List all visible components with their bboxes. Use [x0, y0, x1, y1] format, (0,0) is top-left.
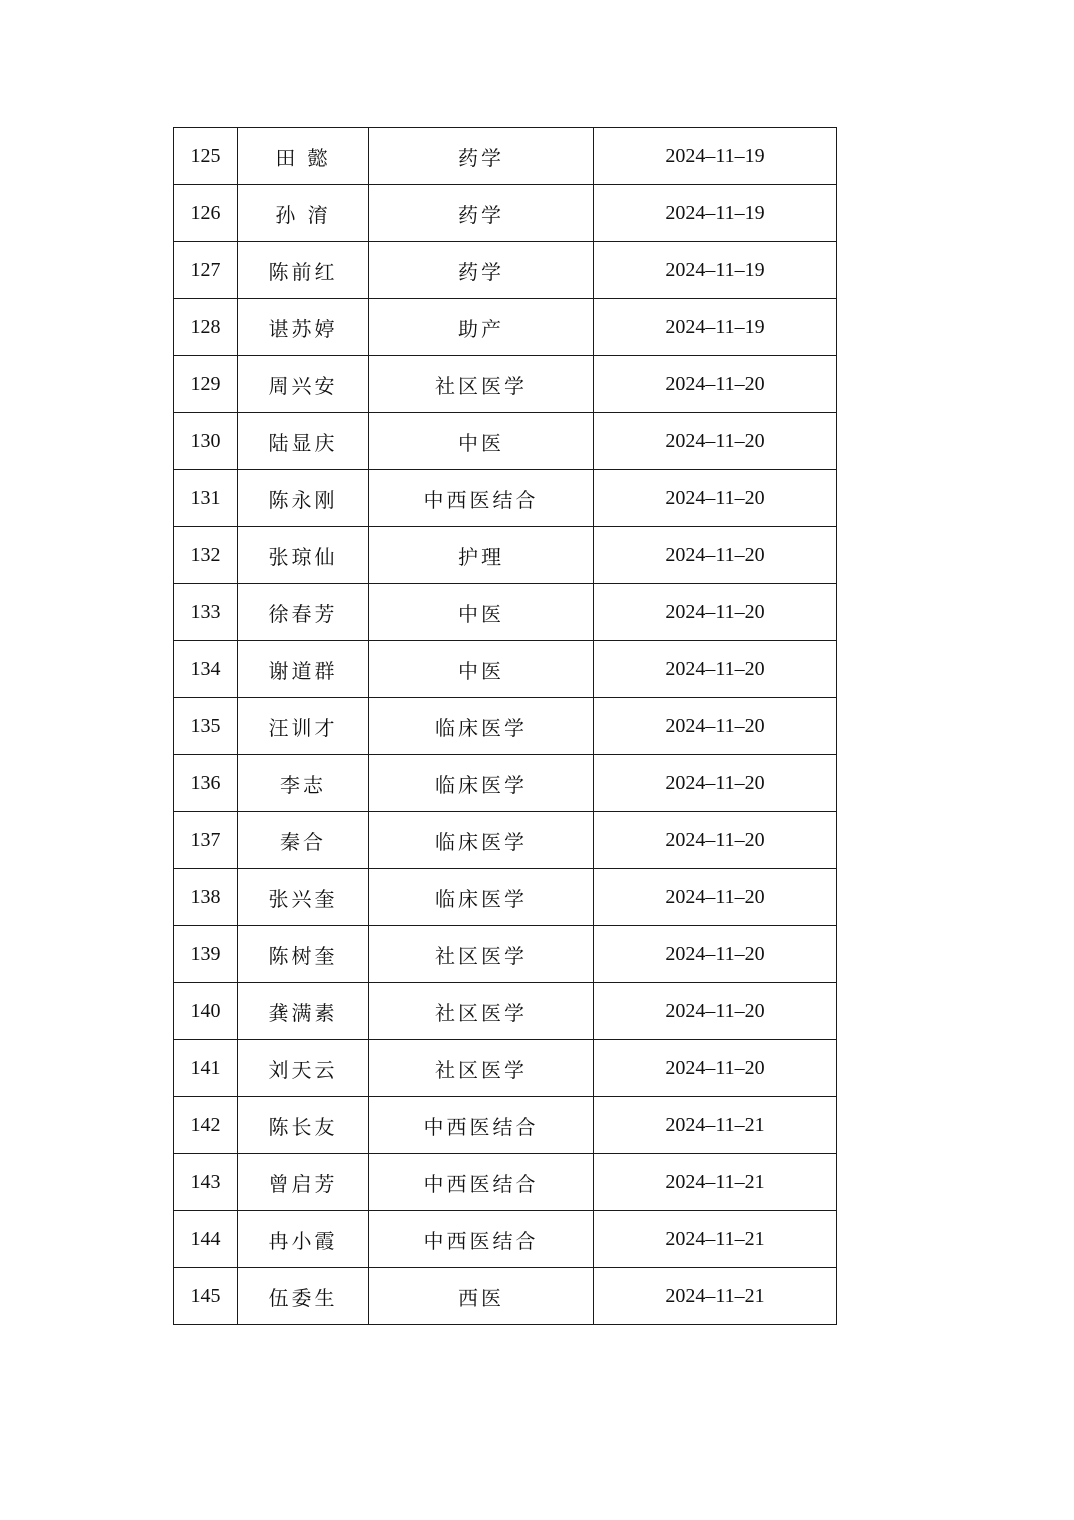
date-cell: 2024–11–19 — [594, 128, 837, 185]
major-cell: 药学 — [369, 242, 594, 299]
major-cell: 临床医学 — [369, 812, 594, 869]
roster-table — [173, 127, 837, 1325]
major-cell: 助产 — [369, 299, 594, 356]
date-cell: 2024–11–20 — [594, 1040, 837, 1097]
name-cell: 周兴安 — [238, 356, 369, 413]
row-number-cell: 133 — [174, 584, 238, 641]
major-cell: 社区医学 — [369, 926, 594, 983]
major-cell: 中西医结合 — [369, 1097, 594, 1154]
row-number-cell: 129 — [174, 356, 238, 413]
date-cell: 2024–11–20 — [594, 698, 837, 755]
row-number-cell: 143 — [174, 1154, 238, 1211]
name-cell: 冉小霞 — [238, 1211, 369, 1268]
date-cell: 2024–11–20 — [594, 527, 837, 584]
name-cell: 谢道群 — [238, 641, 369, 698]
date-cell: 2024–11–20 — [594, 869, 837, 926]
row-number-cell: 140 — [174, 983, 238, 1040]
major-cell: 中西医结合 — [369, 1154, 594, 1211]
major-cell: 中西医结合 — [369, 1211, 594, 1268]
major-cell: 社区医学 — [369, 983, 594, 1040]
date-cell: 2024–11–20 — [594, 812, 837, 869]
date-cell: 2024–11–19 — [594, 299, 837, 356]
row-number-cell: 127 — [174, 242, 238, 299]
table-row — [174, 1097, 837, 1154]
name-cell: 陆显庆 — [238, 413, 369, 470]
name-cell: 龚满素 — [238, 983, 369, 1040]
row-number-cell: 142 — [174, 1097, 238, 1154]
name-cell: 谌苏婷 — [238, 299, 369, 356]
name-cell: 田 懿 — [238, 128, 369, 185]
name-cell: 刘天云 — [238, 1040, 369, 1097]
name-cell: 张兴奎 — [238, 869, 369, 926]
table-row — [174, 299, 837, 356]
major-cell: 中西医结合 — [369, 470, 594, 527]
row-number-cell: 139 — [174, 926, 238, 983]
row-number-cell: 145 — [174, 1268, 238, 1325]
table-row — [174, 641, 837, 698]
date-cell: 2024–11–20 — [594, 413, 837, 470]
major-cell: 药学 — [369, 185, 594, 242]
major-cell: 临床医学 — [369, 755, 594, 812]
roster-table-body — [174, 128, 837, 1325]
table-row — [174, 470, 837, 527]
date-cell: 2024–11–20 — [594, 983, 837, 1040]
name-cell: 陈长友 — [238, 1097, 369, 1154]
major-cell: 社区医学 — [369, 356, 594, 413]
table-row — [174, 1040, 837, 1097]
date-cell: 2024–11–20 — [594, 470, 837, 527]
major-cell: 社区医学 — [369, 1040, 594, 1097]
table-row — [174, 527, 837, 584]
name-cell: 陈树奎 — [238, 926, 369, 983]
date-cell: 2024–11–20 — [594, 356, 837, 413]
major-cell: 中医 — [369, 641, 594, 698]
date-cell: 2024–11–20 — [594, 584, 837, 641]
name-cell: 汪训才 — [238, 698, 369, 755]
date-cell: 2024–11–20 — [594, 755, 837, 812]
row-number-cell: 137 — [174, 812, 238, 869]
row-number-cell: 138 — [174, 869, 238, 926]
major-cell: 西医 — [369, 1268, 594, 1325]
table-row — [174, 185, 837, 242]
name-cell: 李志 — [238, 755, 369, 812]
table-row — [174, 926, 837, 983]
table-row — [174, 869, 837, 926]
date-cell: 2024–11–20 — [594, 641, 837, 698]
table-row — [174, 698, 837, 755]
table-row — [174, 983, 837, 1040]
name-cell: 伍委生 — [238, 1268, 369, 1325]
row-number-cell: 131 — [174, 470, 238, 527]
date-cell: 2024–11–20 — [594, 926, 837, 983]
row-number-cell: 141 — [174, 1040, 238, 1097]
table-row — [174, 356, 837, 413]
name-cell: 曾启芳 — [238, 1154, 369, 1211]
table-row — [174, 242, 837, 299]
date-cell: 2024–11–19 — [594, 185, 837, 242]
name-cell: 张琼仙 — [238, 527, 369, 584]
row-number-cell: 126 — [174, 185, 238, 242]
name-cell: 陈永刚 — [238, 470, 369, 527]
table-row — [174, 128, 837, 185]
table-row — [174, 584, 837, 641]
row-number-cell: 135 — [174, 698, 238, 755]
major-cell: 护理 — [369, 527, 594, 584]
name-cell: 陈前红 — [238, 242, 369, 299]
table-row — [174, 755, 837, 812]
row-number-cell: 144 — [174, 1211, 238, 1268]
major-cell: 临床医学 — [369, 869, 594, 926]
major-cell: 中医 — [369, 413, 594, 470]
name-cell: 孙 淯 — [238, 185, 369, 242]
table-row — [174, 413, 837, 470]
table-row — [174, 1211, 837, 1268]
date-cell: 2024–11–21 — [594, 1154, 837, 1211]
major-cell: 药学 — [369, 128, 594, 185]
date-cell: 2024–11–19 — [594, 242, 837, 299]
table-row — [174, 812, 837, 869]
date-cell: 2024–11–21 — [594, 1268, 837, 1325]
row-number-cell: 134 — [174, 641, 238, 698]
row-number-cell: 136 — [174, 755, 238, 812]
name-cell: 秦合 — [238, 812, 369, 869]
table-row — [174, 1268, 837, 1325]
major-cell: 临床医学 — [369, 698, 594, 755]
name-cell: 徐春芳 — [238, 584, 369, 641]
row-number-cell: 132 — [174, 527, 238, 584]
row-number-cell: 128 — [174, 299, 238, 356]
date-cell: 2024–11–21 — [594, 1211, 837, 1268]
date-cell: 2024–11–21 — [594, 1097, 837, 1154]
major-cell: 中医 — [369, 584, 594, 641]
table-row — [174, 1154, 837, 1211]
row-number-cell: 125 — [174, 128, 238, 185]
row-number-cell: 130 — [174, 413, 238, 470]
